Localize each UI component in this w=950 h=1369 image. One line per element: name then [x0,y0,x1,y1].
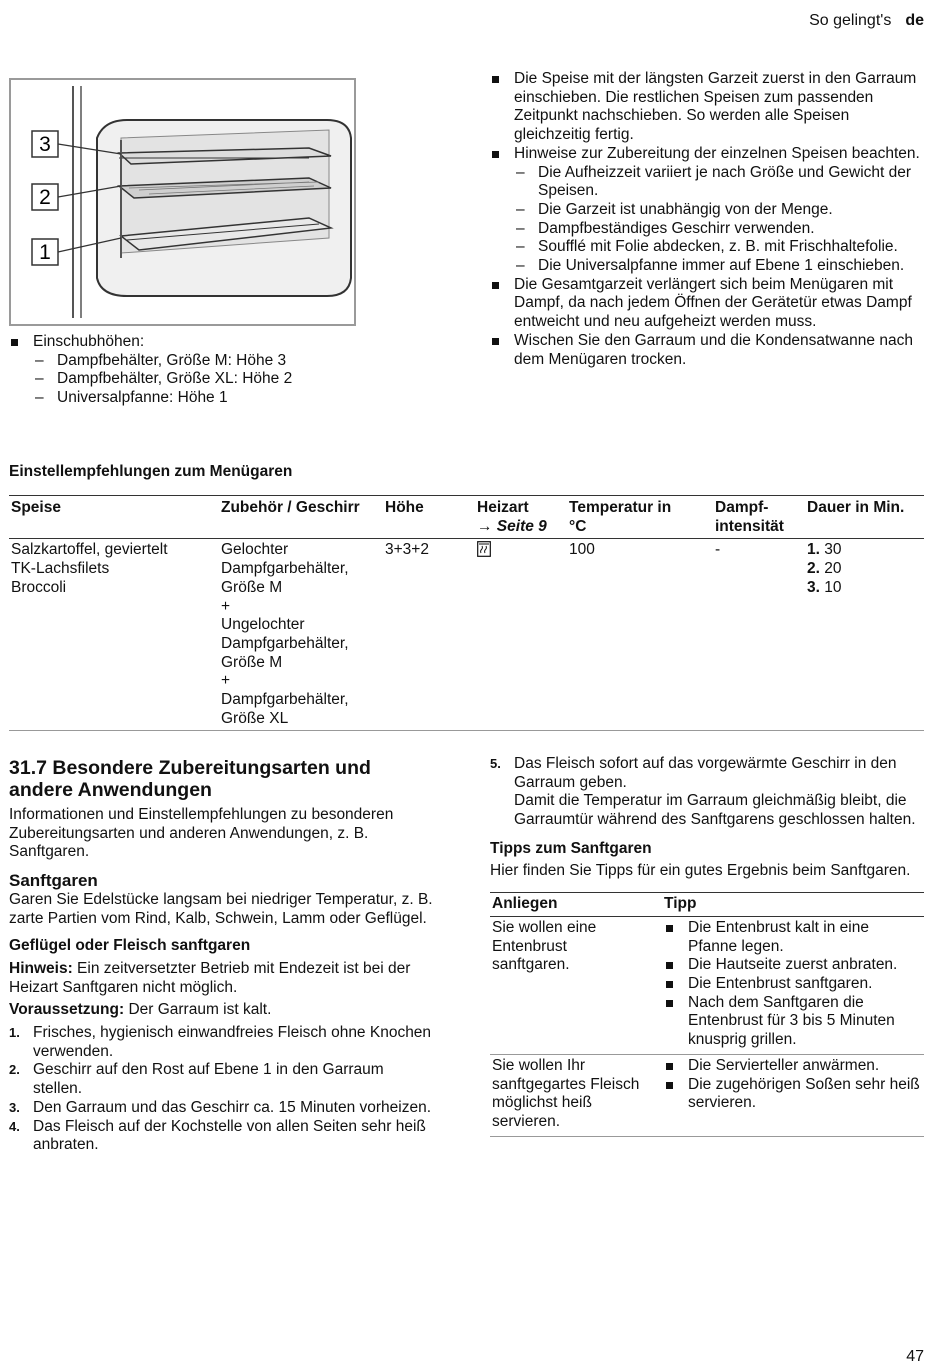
cell-speise: Salzkartoffel, geviertelt TK-Lachsfilets Broccoli [11,541,168,596]
cell-dauer: 1. 30 2. 20 3. 10 [807,541,842,596]
tipps-title: Tipps zum Sanftgaren [490,839,652,857]
page-number: 47 [906,1348,924,1365]
heizart-page-ref: → Seite 9 [477,517,547,535]
cell-anliegen: Sie wollen Ihr sanftgegartes Fleisch möglichst heiß servieren. [492,1056,640,1130]
section-intro: Informationen und Einstellempfehlungen zu besonderen Zubereitungsarten und anderen Anwendungen, z. B. Sanftgaren. [9,806,394,861]
cell-hoehe: 3+3+2 [385,541,429,559]
col-zubehoer: Zubehör / Geschirr [221,499,360,516]
col-temp: Temperatur in °C [569,499,672,535]
level-label-3: 3 [39,133,51,156]
sanftgaren-text: Garen Sie Edelstücke langsam bei niedriger Temperatur, z. B. zarte Partien vom Rind, Kalb, Schwein, Lamm oder Geflügel. [9,890,433,927]
table-row [490,916,924,1054]
list-item: Hinweise zur Zubereitung der einzelnen Speisen beachten. – Die Aufheizzeit variiert je nach Größe und Gewicht der Speisen. – Die Garzeit ist unabhängig von der Menge. – Dampfbeständiges Geschirr verwenden. – Soufflé mit Folie abdecken, z. B. mit Frischhaltefolie. – Die Universalpfanne immer auf Ebene 1 einschieben. [490,145,924,276]
list-item: Nach dem Sanftgaren die Entenbrust für 3 bis 5 Minuten knusprig grillen. [664,994,922,1050]
list-item: Einschubhöhen: – Dampfbehälter, Größe M: Höhe 3 – Dampfbehälter, Größe XL: Höhe 2 – Universalpfanne: Höhe 1 [9,333,369,408]
col-dauer: Dauer in Min. [807,499,905,516]
level-label-2: 2 [39,186,51,209]
list-item: Die Servierteller anwärmen. [664,1057,922,1076]
oven-rack-illustration [9,78,356,326]
running-header [809,12,924,31]
section-31-7-right [490,755,924,1137]
col-dampf: Dampf- intensität [715,499,784,535]
list-item: 2. Geschirr auf den Rost auf Ebene 1 in den Garraum stellen. [9,1061,384,1098]
shelf-heights-list [9,333,369,408]
section-31-7 [9,757,434,1155]
list-item: Die zugehörigen Soßen sehr heiß servieren. [664,1076,922,1113]
cell-tipp [662,1054,924,1136]
tips-table [490,892,924,1136]
cell-dampf: - [715,541,721,559]
cell-temp: 100 [569,541,595,559]
section-title: 31.7 Besondere Zubereitungsarten und andere Anwendungen [9,757,371,801]
table-row [9,539,924,731]
level-label-1: 1 [39,241,51,264]
list-item: 1. Frisches, hygienisch einwandfreies Fleisch ohne Knochen verwenden. [9,1024,432,1060]
list-item: – Die Garzeit ist unabhängig von der Menge. [514,201,924,220]
list-item: Die Hautseite zuerst anbraten. [664,956,922,975]
steps-list-cont [490,755,924,830]
col-tipp: Tipp [664,895,697,913]
hinweis: Hinweis: Ein zeitversetzter Betrieb mit Endezeit ist bei der Heizart Sanftgaren nicht möglich. [9,959,411,996]
list-item: – Soufflé mit Folie abdecken, z. B. mit Frischhaltefolie. [514,238,924,257]
list-item: – Dampfbeständiges Geschirr verwenden. [514,220,924,239]
list-item: 4. Das Fleisch auf der Kochstelle von allen Seiten sehr heiß anbraten. [9,1117,426,1154]
list-item: 3. Den Garraum und das Geschirr ca. 15 Minuten vorheizen. [9,1098,432,1116]
list-item: – Dampfbehälter, Größe M: Höhe 3 [33,352,369,371]
steam-icon [477,541,491,557]
header-section: So gelingt's [809,12,892,29]
settings-table [9,495,924,731]
cell-heizart [475,539,567,731]
list-item: – Die Aufheizzeit variiert je nach Größe und Gewicht der Speisen. [514,164,924,201]
list-item: – Universalpfanne: Höhe 1 [33,389,369,408]
oven-figure [9,78,356,326]
list-item: – Dampfbehälter, Größe XL: Höhe 2 [33,370,369,389]
voraussetzung: Voraussetzung: Der Garraum ist kalt. [9,1001,272,1019]
list-item: Die Entenbrust kalt in eine Pfanne legen. [664,919,922,956]
gefluegel-title: Geflügel oder Fleisch sanftgaren [9,937,251,955]
col-anliegen: Anliegen [492,895,558,913]
cell-anliegen: Sie wollen eine Entenbrust sanftgaren. [492,918,597,974]
list-item: – Die Universalpfanne immer auf Ebene 1 einschieben. [514,257,924,276]
cell-tipp [662,916,924,1054]
col-heizart: Heizart → Seite 9 [477,499,547,535]
list-item: Die Speise mit der längsten Garzeit zuerst in den Garraum einschieben. Die restlichen Speisen zum passenden Zeitpunkt nachschieben. So werden alle Speisen gleichzeitig fertig. [490,70,924,145]
list-item: Wischen Sie den Garraum und die Kondensatwanne nach dem Menügaren trocken. [490,332,924,369]
list-item: 5. Das Fleisch sofort auf das vorgewärmte Geschirr in den Garraum geben. Damit die Temperatur im Garraum gleichmäßig bleibt, die Garraumtür während des Sanftgarens geschlossen halten. [490,755,916,829]
table-title: Einstellempfehlungen zum Menügaren [9,463,293,480]
cell-zubehoer: Gelochter Dampfgarbehälter, Größe M + Ungelochter Dampfgarbehälter, Größe M + Dampfgarbehälter, Größe XL [221,541,349,727]
tipps-intro: Hier finden Sie Tipps für ein gutes Ergebnis beim Sanftgaren. [490,861,911,879]
menu-cooking-tips-list [490,70,924,369]
col-hoehe: Höhe [385,499,424,516]
table-row [490,1054,924,1136]
steps-list [9,1024,434,1155]
list-item: Die Entenbrust sanftgaren. [664,975,922,994]
list-item: Die Gesamtgarzeit verlängert sich beim Menügaren mit Dampf, da nach jedem Öffnen der Gerätetür etwas Dampf entweicht und neu aufgeheizt werden muss. [490,276,924,332]
header-lang: de [905,12,924,29]
sanftgaren-title: Sanftgaren [9,871,98,891]
col-speise: Speise [11,499,61,516]
